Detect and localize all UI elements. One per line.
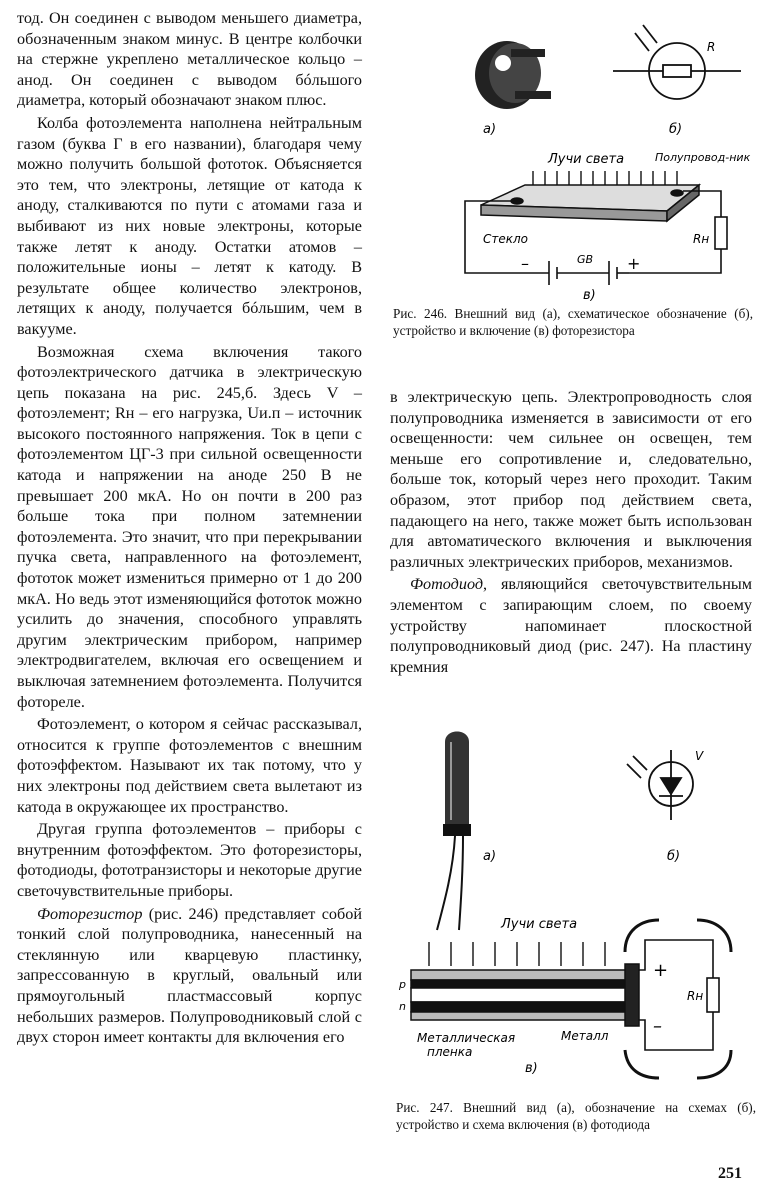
fig247-minus: – — [653, 1016, 662, 1037]
fig246-rn-label: Rн — [693, 232, 710, 246]
fig247-n-label: n — [399, 1000, 406, 1013]
figure-247 — [399, 720, 745, 1098]
photoresistor-symbol — [613, 25, 741, 99]
fig246-plus: + — [627, 254, 641, 273]
fig246-caption: Рис. 246. Внешний вид (а), схематическое обозначение (б), устройство и включение (в) фоторезистора — [393, 306, 753, 338]
glass-plate — [481, 185, 699, 221]
fig246-r-label: R — [707, 40, 716, 54]
fig246-label-a: а) — [483, 122, 497, 137]
paragraph-internal-effect: Другая группа фотоэлементов – приборы с внутренним фотоэффектом. Это фоторезисторы, фотодиоды, фототранзисторы и некоторые другие светочувствительные приборы. — [17, 820, 362, 900]
fig246-gb-label: GB — [577, 253, 594, 266]
photodiode-symbol — [627, 750, 693, 820]
fig247-label-v: в) — [525, 1061, 538, 1076]
fig247-circuit — [625, 920, 731, 1078]
paragraph-photoresistor — [17, 904, 362, 1048]
fig247-p-label: p — [399, 978, 406, 991]
paragraph-external-effect: Фотоэлемент, о котором я сейчас рассказывал, относится к группе фотоэлементов с внешним фотоэффектом. Называют их так потому, что у них электроны под действием света вылетают из катода в окружающее их пространство. — [17, 715, 362, 816]
photoresistor-body-drawing — [475, 41, 551, 109]
fig247-label-b: б) — [667, 849, 681, 864]
fig246-glass-label: Стекло — [483, 232, 529, 246]
photoresistor-text: (рис. 246) представляет собой тонкий слой полупроводника, нанесенный на стеклянную или кварцевую пластинку, запрессованную в круглый, овальный или прямоугольный пластмассовый корпус небольших размеров. Полупроводниковый слой с двух сторон имеет контакты для включения его — [17, 904, 362, 1047]
fig247-caption: Рис. 247. Внешний вид (а), обозначение на схемах (б), устройство и схема включения (в) фотодиода — [396, 1100, 756, 1132]
term-photodiode: Фотодиод — [410, 575, 484, 594]
fig247-metal-label: Металл — [561, 1029, 609, 1043]
paragraph-gas: Колба фотоэлемента наполнена нейтральным газом (буква Г в его названии), благодаря чему можно получить большой фототок. Объясняется это тем, что электроны, летящие от катода к аноду, сталкиваются по пути с атомами газа и выбивают из них новые электроны, которые также летят к аноду. Остатки атомов – положительные ионы – летят к катоду. В результате общее количество электронов, летящих к аноду, получается бóльшим, чем в вакууме. — [17, 113, 362, 338]
fig246-label-b: б) — [669, 122, 683, 137]
photodiode-text: , являющийся светочувствительным элементом с запирающим слоем, по своему устройству напоминает плоскостной полупроводниковый диод (рис. 247). На пластину кремния — [390, 575, 752, 676]
fig246-semiconductor-label: Полупровод-ник — [655, 151, 751, 164]
pn-layers — [411, 964, 639, 1026]
fig246-rays-label: Лучи света — [548, 152, 625, 167]
paragraph-anode: тод. Он соединен с выводом меньшего диаметра, обозначенным знаком минус. В центре колбочки на стержне укреплено металлическое кольцо – анод. Он соединен с выводом бóльшого диаметра, который обозначают знаком плюс. — [17, 9, 362, 110]
fig247-label-a: а) — [483, 849, 497, 864]
fig247-rn-label: Rн — [687, 989, 704, 1003]
paragraph-conductivity: в электрическую цепь. Электропроводность слоя полупроводника изменяется в зависимости от его освещенности: чем сильнее он освещен, тем меньше его сопротивление и, следовательно, больше ток, который через него проходит. Таким образом, этот прибор под действием света, падающего на него, также может быть использован для автоматического включения и выключения различных электрических приборов, механизмов. — [390, 388, 752, 571]
page-number: 251 — [718, 1165, 742, 1182]
fig247-plus: + — [653, 960, 669, 981]
figure-246 — [445, 5, 751, 305]
right-column — [390, 387, 752, 677]
fig247-rays-label: Лучи света — [501, 917, 578, 932]
term-photoresistor: Фоторезистор — [37, 904, 143, 923]
fig247-film-label-2: пленка — [427, 1045, 473, 1059]
fig247-film-label-1: Металлическая — [417, 1031, 516, 1045]
fig247-v-label: V — [695, 749, 704, 763]
photodiode-body-drawing — [437, 732, 471, 931]
paragraph-photodiode — [390, 574, 752, 677]
fig247-light-ray-arrows — [429, 942, 605, 966]
left-column — [17, 8, 362, 1048]
fig246-label-v: в) — [583, 288, 596, 303]
fig246-minus: – — [521, 254, 529, 273]
paragraph-circuit: Возможная схема включения такого фотоэлектрического датчика в электрическую цепь показана на рис. 245,б. Здесь V – фотоэлемент; Rн – его нагрузка, Uи.п – источник высокого постоянного напряжения. Ток в цепи с фотоэлементом ЦГ-3 при сильной освещенности катода и напряжении на аноде 250 В не превышает 200 мкА. Но он почти в 200 раз больше тока при полном затемнении фотоэлемента. Это значит, что при перекрывании пучка света, направленного на фотоэлемент, фототок может измениться примерно от 1 до 200 мкА. Но ведь этот изменяющийся фототок можно усилить до значения, способного управлять другим электрическим прибором, например электродвигателем, включая его освещением и выключая затемнением фотоэлемента. Получится фотореле. — [17, 342, 362, 711]
